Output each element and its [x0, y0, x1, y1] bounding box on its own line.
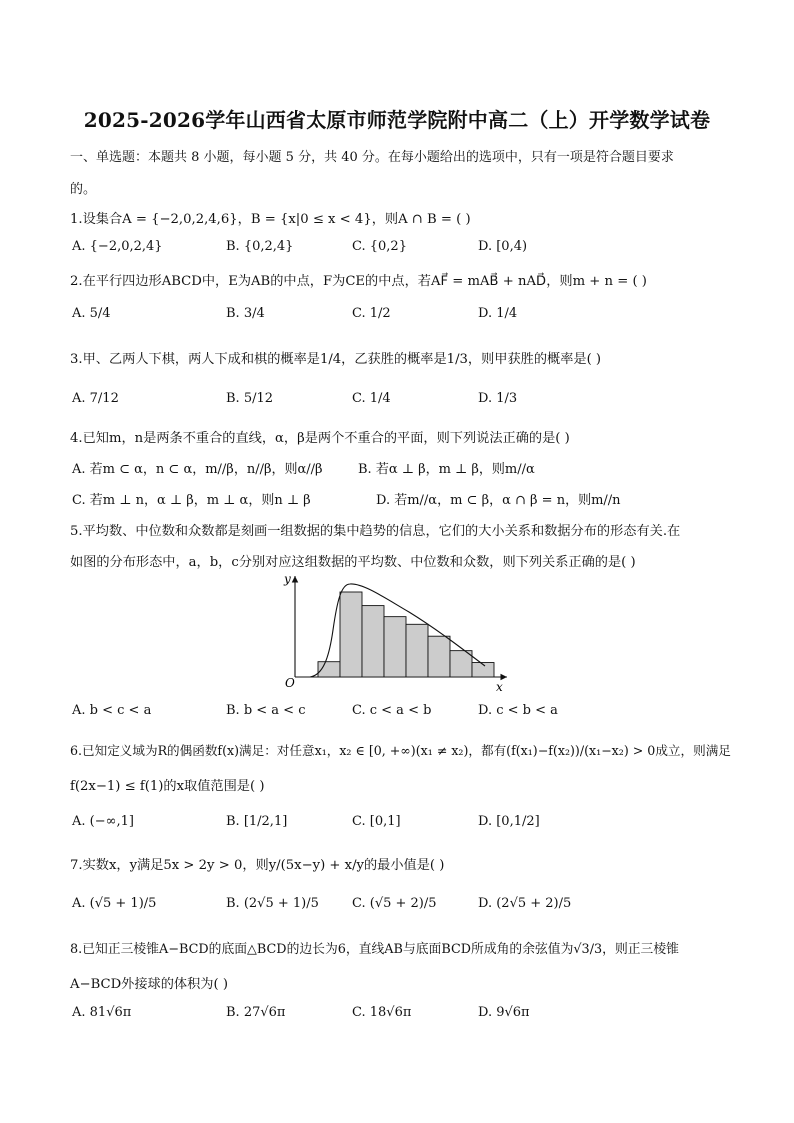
q2-option-a: A. 5/4: [72, 306, 111, 321]
question-2-stem: 2.在平行四边形ABCD中，E为AB的中点，F为CE的中点，若AF⃗ = mAB⃗ + nAD⃗，则m + n = ( ): [70, 274, 647, 289]
question-6-stem: 6.已知定义域为R的偶函数f(x)满足：对任意x₁，x₂ ∈ [0, +∞)(x₁ ≠ x₂)，都有(f(x₁)−f(x₂))/(x₁−x₂) > 0成立，则满足: [70, 743, 731, 758]
histogram-bars: [318, 592, 494, 677]
histogram-bar: [450, 651, 472, 677]
q3-option-b: B. 5/12: [226, 391, 274, 406]
q5-option-a: A. b < c < a: [72, 703, 152, 718]
q1-option-a: A. {−2,0,2,4}: [72, 239, 163, 254]
question-8-stem-cont: A−BCD外接球的体积为( ): [70, 977, 228, 992]
q1-option-b: B. {0,2,4}: [226, 239, 294, 254]
histogram-bar: [384, 617, 406, 677]
q2-option-b: B. 3/4: [226, 306, 265, 321]
question-5-stem: 5.平均数、中位数和众数都是刻画一组数据的集中趋势的信息，它们的大小关系和数据分布的形态有关.在: [70, 524, 681, 539]
q4-option-a: A. 若m ⊂ α，n ⊂ α，m//β，n//β，则α//β: [72, 462, 323, 477]
origin-label: O: [285, 676, 295, 690]
q1-option-d: D. [0,4): [478, 239, 528, 254]
question-8-stem: 8.已知正三棱锥A−BCD的底面△BCD的边长为6，直线AB与底面BCD所成角的余弦值为√3/3，则正三棱锥: [70, 942, 679, 957]
section-header-cont: 的。: [70, 182, 97, 197]
q4-option-b: B. 若α ⊥ β，m ⊥ β，则m//α: [358, 462, 535, 477]
histogram-chart: [275, 570, 525, 695]
q7-option-b: B. (2√5 + 1)/5: [226, 896, 319, 911]
distribution-figure: [275, 570, 525, 699]
q8-option-b: B. 27√6π: [226, 1005, 286, 1020]
histogram-bar: [406, 624, 428, 677]
question-3-stem: 3.甲、乙两人下棋，两人下成和棋的概率是1/4，乙获胜的概率是1/3，则甲获胜的概率是( ): [70, 352, 602, 367]
q7-option-a: A. (√5 + 1)/5: [72, 896, 157, 911]
question-6-stem-cont: f(2x−1) ≤ f(1)的x取值范围是( ): [70, 779, 265, 794]
q6-option-a: A. (−∞,1]: [72, 814, 134, 829]
q7-option-c: C. (√5 + 2)/5: [352, 896, 437, 911]
q1-option-c: C. {0,2}: [352, 239, 407, 254]
page-title: 2025-2026学年山西省太原市师范学院附中高二（上）开学数学试卷: [83, 108, 711, 132]
q6-option-c: C. [0,1]: [352, 814, 401, 829]
q8-option-c: C. 18√6π: [352, 1005, 412, 1020]
section-header: 一、单选题：本题共 8 小题，每小题 5 分，共 40 分。在每小题给出的选项中，只有一项是符合题目要求: [70, 150, 674, 165]
question-5-stem-cont: 如图的分布形态中，a，b，c分别对应这组数据的平均数、中位数和众数，则下列关系正确的是( ): [70, 555, 636, 570]
q7-option-d: D. (2√5 + 2)/5: [478, 896, 572, 911]
q8-option-d: D. 9√6π: [478, 1005, 530, 1020]
histogram-bar: [340, 592, 362, 677]
q5-option-c: C. c < a < b: [352, 703, 432, 718]
y-axis-label: y: [284, 572, 291, 586]
histogram-bar: [428, 636, 450, 677]
q3-option-d: D. 1/3: [478, 391, 518, 406]
q8-option-a: A. 81√6π: [72, 1005, 132, 1020]
question-4-stem: 4.已知m，n是两条不重合的直线，α，β是两个不重合的平面，则下列说法正确的是( ): [70, 431, 570, 446]
question-1-stem: 1.设集合A = {−2,0,2,4,6}，B = {x|0 ≤ x < 4}，则A ∩ B = ( ): [70, 212, 471, 227]
q3-option-c: C. 1/4: [352, 391, 391, 406]
q5-option-b: B. b < a < c: [226, 703, 306, 718]
histogram-bar: [362, 606, 384, 677]
q4-option-c: C. 若m ⊥ n，α ⊥ β，m ⊥ α，则n ⊥ β: [72, 493, 311, 508]
q3-option-a: A. 7/12: [72, 391, 119, 406]
x-axis-label: x: [496, 680, 503, 694]
q4-option-d: D. 若m//α，m ⊂ β，α ∩ β = n，则m//n: [376, 493, 621, 508]
question-7-stem: 7.实数x，y满足5x > 2y > 0，则y/(5x−y) + x/y的最小值是( ): [70, 858, 445, 873]
q6-option-b: B. [1/2,1]: [226, 814, 288, 829]
q2-option-d: D. 1/4: [478, 306, 518, 321]
q6-option-d: D. [0,1/2]: [478, 814, 540, 829]
q2-option-c: C. 1/2: [352, 306, 391, 321]
q5-option-d: D. c < b < a: [478, 703, 558, 718]
